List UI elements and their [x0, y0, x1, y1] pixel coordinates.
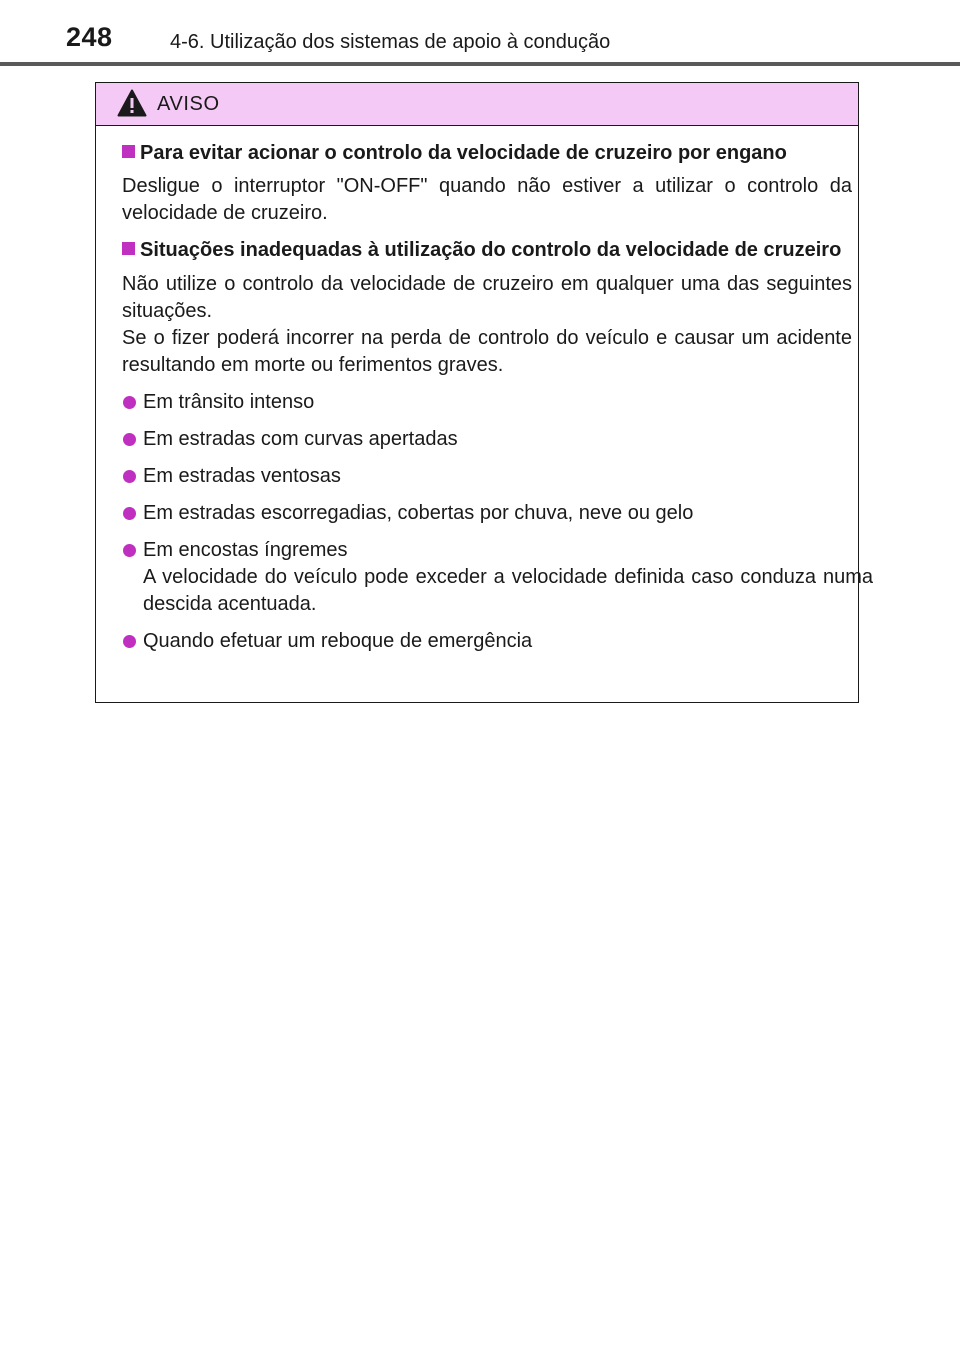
- page-number: 248: [66, 22, 113, 52]
- page-header: [0, 0, 960, 64]
- section-heading-text: Para evitar acionar o controlo da velocidade de cruzeiro por engano: [140, 142, 787, 164]
- list-item: [123, 463, 873, 490]
- section-heading-text: Situações inadequadas à utilização do controlo da velocidade de cruzeiro: [140, 239, 842, 261]
- round-bullet-icon: [123, 635, 136, 648]
- section-heading: [122, 236, 852, 264]
- warning-header: [96, 83, 858, 126]
- list-item-text: Em estradas escorregadias, cobertas por chuva, neve ou gelo: [143, 502, 694, 524]
- warning-box: [95, 82, 873, 703]
- list-item-text: Em encostas íngremes: [143, 539, 348, 561]
- warning-content: [96, 126, 873, 655]
- list-item-text: Em estradas ventosas: [143, 465, 341, 487]
- warning-label: AVISO: [157, 93, 220, 115]
- header-divider: [0, 62, 960, 66]
- square-bullet-icon: [122, 145, 135, 158]
- list-item-detail: A velocidade do veículo pode exceder a velocidade definida caso conduza numa descida acentuada.: [143, 566, 873, 615]
- round-bullet-icon: [123, 507, 136, 520]
- list-item-text: Quando efetuar um reboque de emergência: [143, 630, 533, 652]
- list-item-text: Em estradas com curvas apertadas: [143, 428, 458, 450]
- paragraph: Desligue o interruptor "ON-OFF" quando não estiver a utilizar o controlo da velocidade de cruzeiro.: [122, 175, 852, 224]
- list-item: [123, 537, 873, 618]
- list-item: [123, 426, 873, 453]
- list-item: [123, 500, 873, 527]
- section-title: 4-6. Utilização dos sistemas de apoio à condução: [170, 31, 611, 53]
- paragraph: Se o fizer poderá incorrer na perda de controlo do veículo e causar um acidente resultando em morte ou ferimentos graves.: [122, 327, 852, 376]
- paragraph: Não utilize o controlo da velocidade de cruzeiro em qualquer uma das seguintes situações.: [122, 273, 852, 322]
- square-bullet-icon: [122, 242, 135, 255]
- warning-triangle-icon: [117, 89, 147, 117]
- list-item-text: Em trânsito intenso: [143, 391, 315, 413]
- round-bullet-icon: [123, 433, 136, 446]
- round-bullet-icon: [123, 470, 136, 483]
- round-bullet-icon: [123, 396, 136, 409]
- list-item: [123, 628, 873, 655]
- section-heading: [122, 139, 852, 167]
- list-item: [123, 389, 873, 416]
- round-bullet-icon: [123, 544, 136, 557]
